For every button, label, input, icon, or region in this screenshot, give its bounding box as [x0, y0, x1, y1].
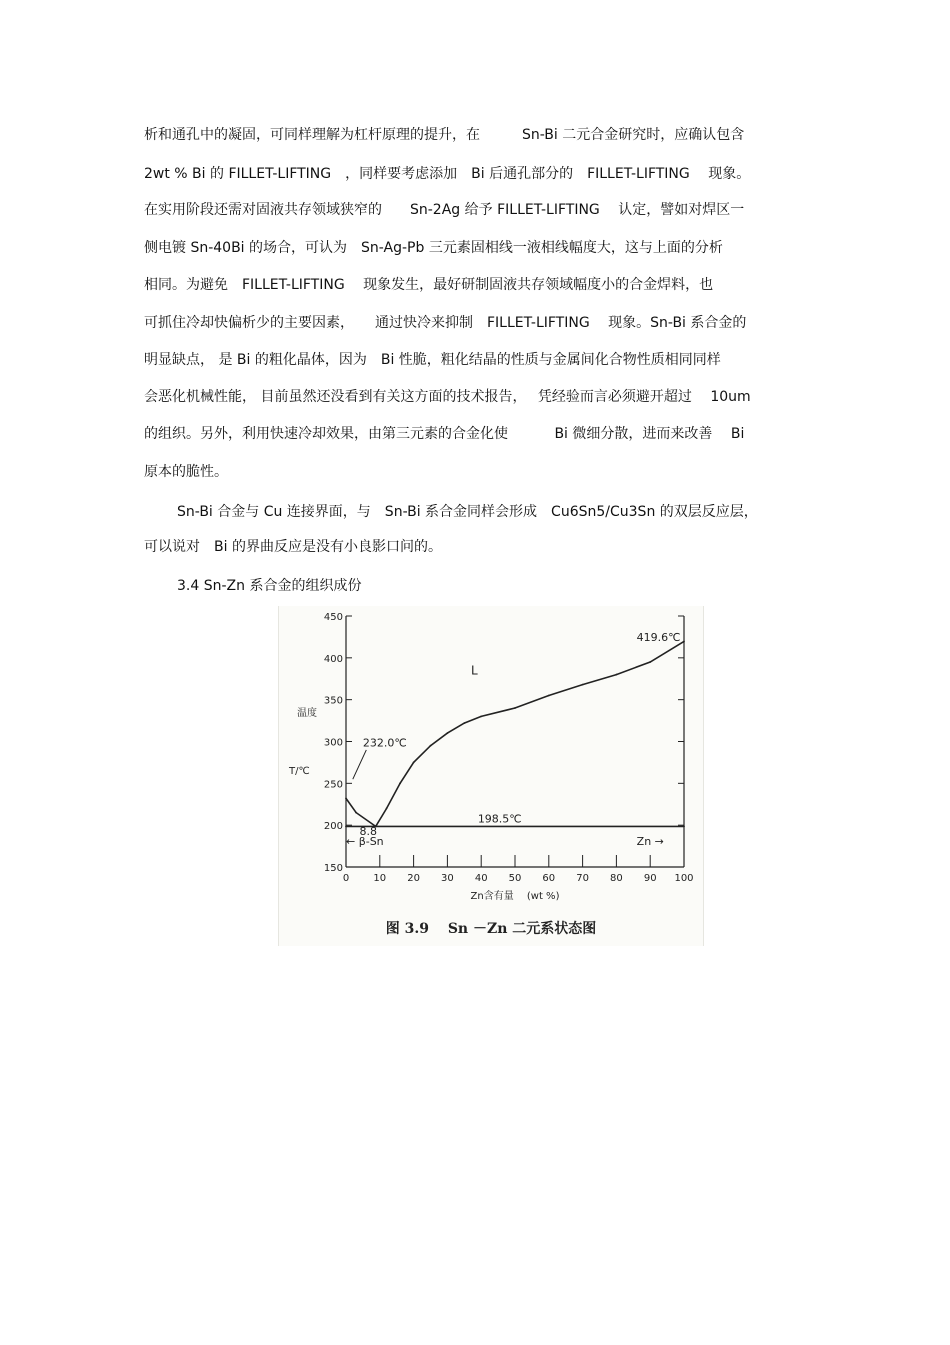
x-tick-label: 40 [474, 873, 488, 884]
x-tick-label: 20 [407, 873, 420, 884]
series-point [399, 782, 401, 784]
series-point [582, 684, 584, 686]
text-line-5: 相同。为避免 FILLET-LIFTING 现象发生，最好研制固液共存领域幅度小的合金焊料，也 [144, 277, 714, 293]
text-line-4: 侧电镀 Sn-40Bi 的场合，可认为 Sn-Ag-Pb 三元素固相线一液相线幅度大，这与上面的分析 [144, 240, 723, 256]
series-point [355, 812, 357, 814]
series-point [463, 722, 465, 724]
text-line-9: 的组织。另外，利用快速冷却效果，由第三元素的合金化使 Bi 微细分散，进而来改善 Bi [144, 426, 745, 442]
x-tick-label: 70 [576, 873, 589, 884]
text-line-2: 2wt % Bi 的 FILLET-LIFTING ，同样要考虑添加 Bi 后通孔部分的 FILLET-LIFTING 现象。 [144, 166, 751, 182]
text-line-10: 原本的脆性。 [144, 464, 228, 480]
section-heading: 3.4 Sn-Zn 系合金的组织成份 [177, 578, 362, 594]
series-point [514, 707, 516, 709]
text-line-8: 会恶化机械性能， 目前虽然还没看到有关这方面的技术报告， 凭经验而言必须避开超过 10um [144, 389, 751, 405]
series-point [616, 674, 618, 676]
chart-label-layer [288, 612, 694, 902]
series-point [683, 641, 685, 643]
phase-diagram-chart [279, 606, 703, 916]
series-line-0 [346, 798, 376, 826]
x-tick-label: 100 [674, 873, 694, 884]
series-line-1 [376, 641, 684, 826]
annotation-eutectic-temp: 198.5℃ [477, 812, 522, 826]
y-tick-label: 300 [323, 737, 343, 749]
series-point [480, 716, 482, 718]
x-axis-label: Zn含有量 (wt %) [470, 891, 560, 902]
figure-caption: 图 3.9 Sn －Zn 二元系状态图 [385, 921, 597, 937]
text-line-7: 明显缺点， 是 Bi 的粗化晶体，因为 Bi 性脆，粗化结晶的性质与金属间化合物性质相同同样 [144, 352, 721, 368]
y-tick-label: 450 [323, 612, 343, 623]
annotation-zn-melt: 419.6℃ [636, 631, 681, 645]
y-tick-label: 250 [323, 779, 343, 791]
x-tick-label: 10 [373, 873, 387, 884]
y-tick-label: 350 [323, 695, 343, 707]
series-point [345, 826, 347, 828]
series-point [386, 808, 388, 810]
annotation-liquid: L [471, 663, 478, 678]
x-tick-label: 30 [441, 873, 454, 884]
y-axis-label-top: 温度 [297, 708, 317, 719]
x-tick-label: 60 [542, 873, 556, 884]
x-tick-label: 0 [342, 873, 350, 884]
text-line-6: 可抓住冷却快偏析少的主要因素， 通过快冷来抑制 FILLET-LIFTING 现象。Sn-Bi 系合金的 [144, 315, 747, 331]
para2-line-2: 可以说对 Bi 的界曲反应是没有小良影口问的。 [144, 539, 442, 555]
x-tick-label: 50 [508, 873, 522, 884]
y-tick-label: 400 [323, 653, 343, 665]
para2-line-1: Sn-Bi 合金与 Cu 连接界面，与 Sn-Bi 系合金同样会形成 Cu6Sn5/Cu3Sn 的双层反应层， [177, 504, 758, 520]
chart-series-layer [345, 641, 685, 828]
phase-diagram-figure [278, 606, 704, 946]
text-line-1: 析和通孔中的凝固，可同样理解为杠杆原理的提升，在 Sn-Bi 二元合金研究时，应确认包含 [144, 127, 745, 143]
series-point [548, 695, 550, 697]
series-point [430, 745, 432, 747]
sn-melt-leader [353, 750, 367, 779]
series-point [447, 732, 449, 734]
annotation-zn-phase: Zn → [636, 835, 664, 849]
y-tick-label: 150 [323, 863, 343, 874]
x-tick-label: 80 [610, 873, 623, 884]
series-point [683, 826, 685, 828]
y-axis-label-bottom: T/℃ [289, 766, 310, 777]
text-line-3: 在实用阶段还需对固液共存领域狭窄的 Sn-2Ag 给予 FILLET-LIFTING 认定，譬如对焊区一 [144, 202, 745, 218]
series-point [413, 762, 415, 764]
series-point [345, 797, 347, 799]
x-tick-label: 90 [643, 873, 657, 884]
annotation-eutectic-comp: 8.8 [359, 825, 378, 839]
annotation-beta-sn: ← β-Sn [346, 835, 384, 849]
annotation-sn-melt: 232.0℃ [362, 736, 407, 750]
series-point [649, 661, 651, 663]
y-tick-label: 200 [323, 821, 343, 833]
